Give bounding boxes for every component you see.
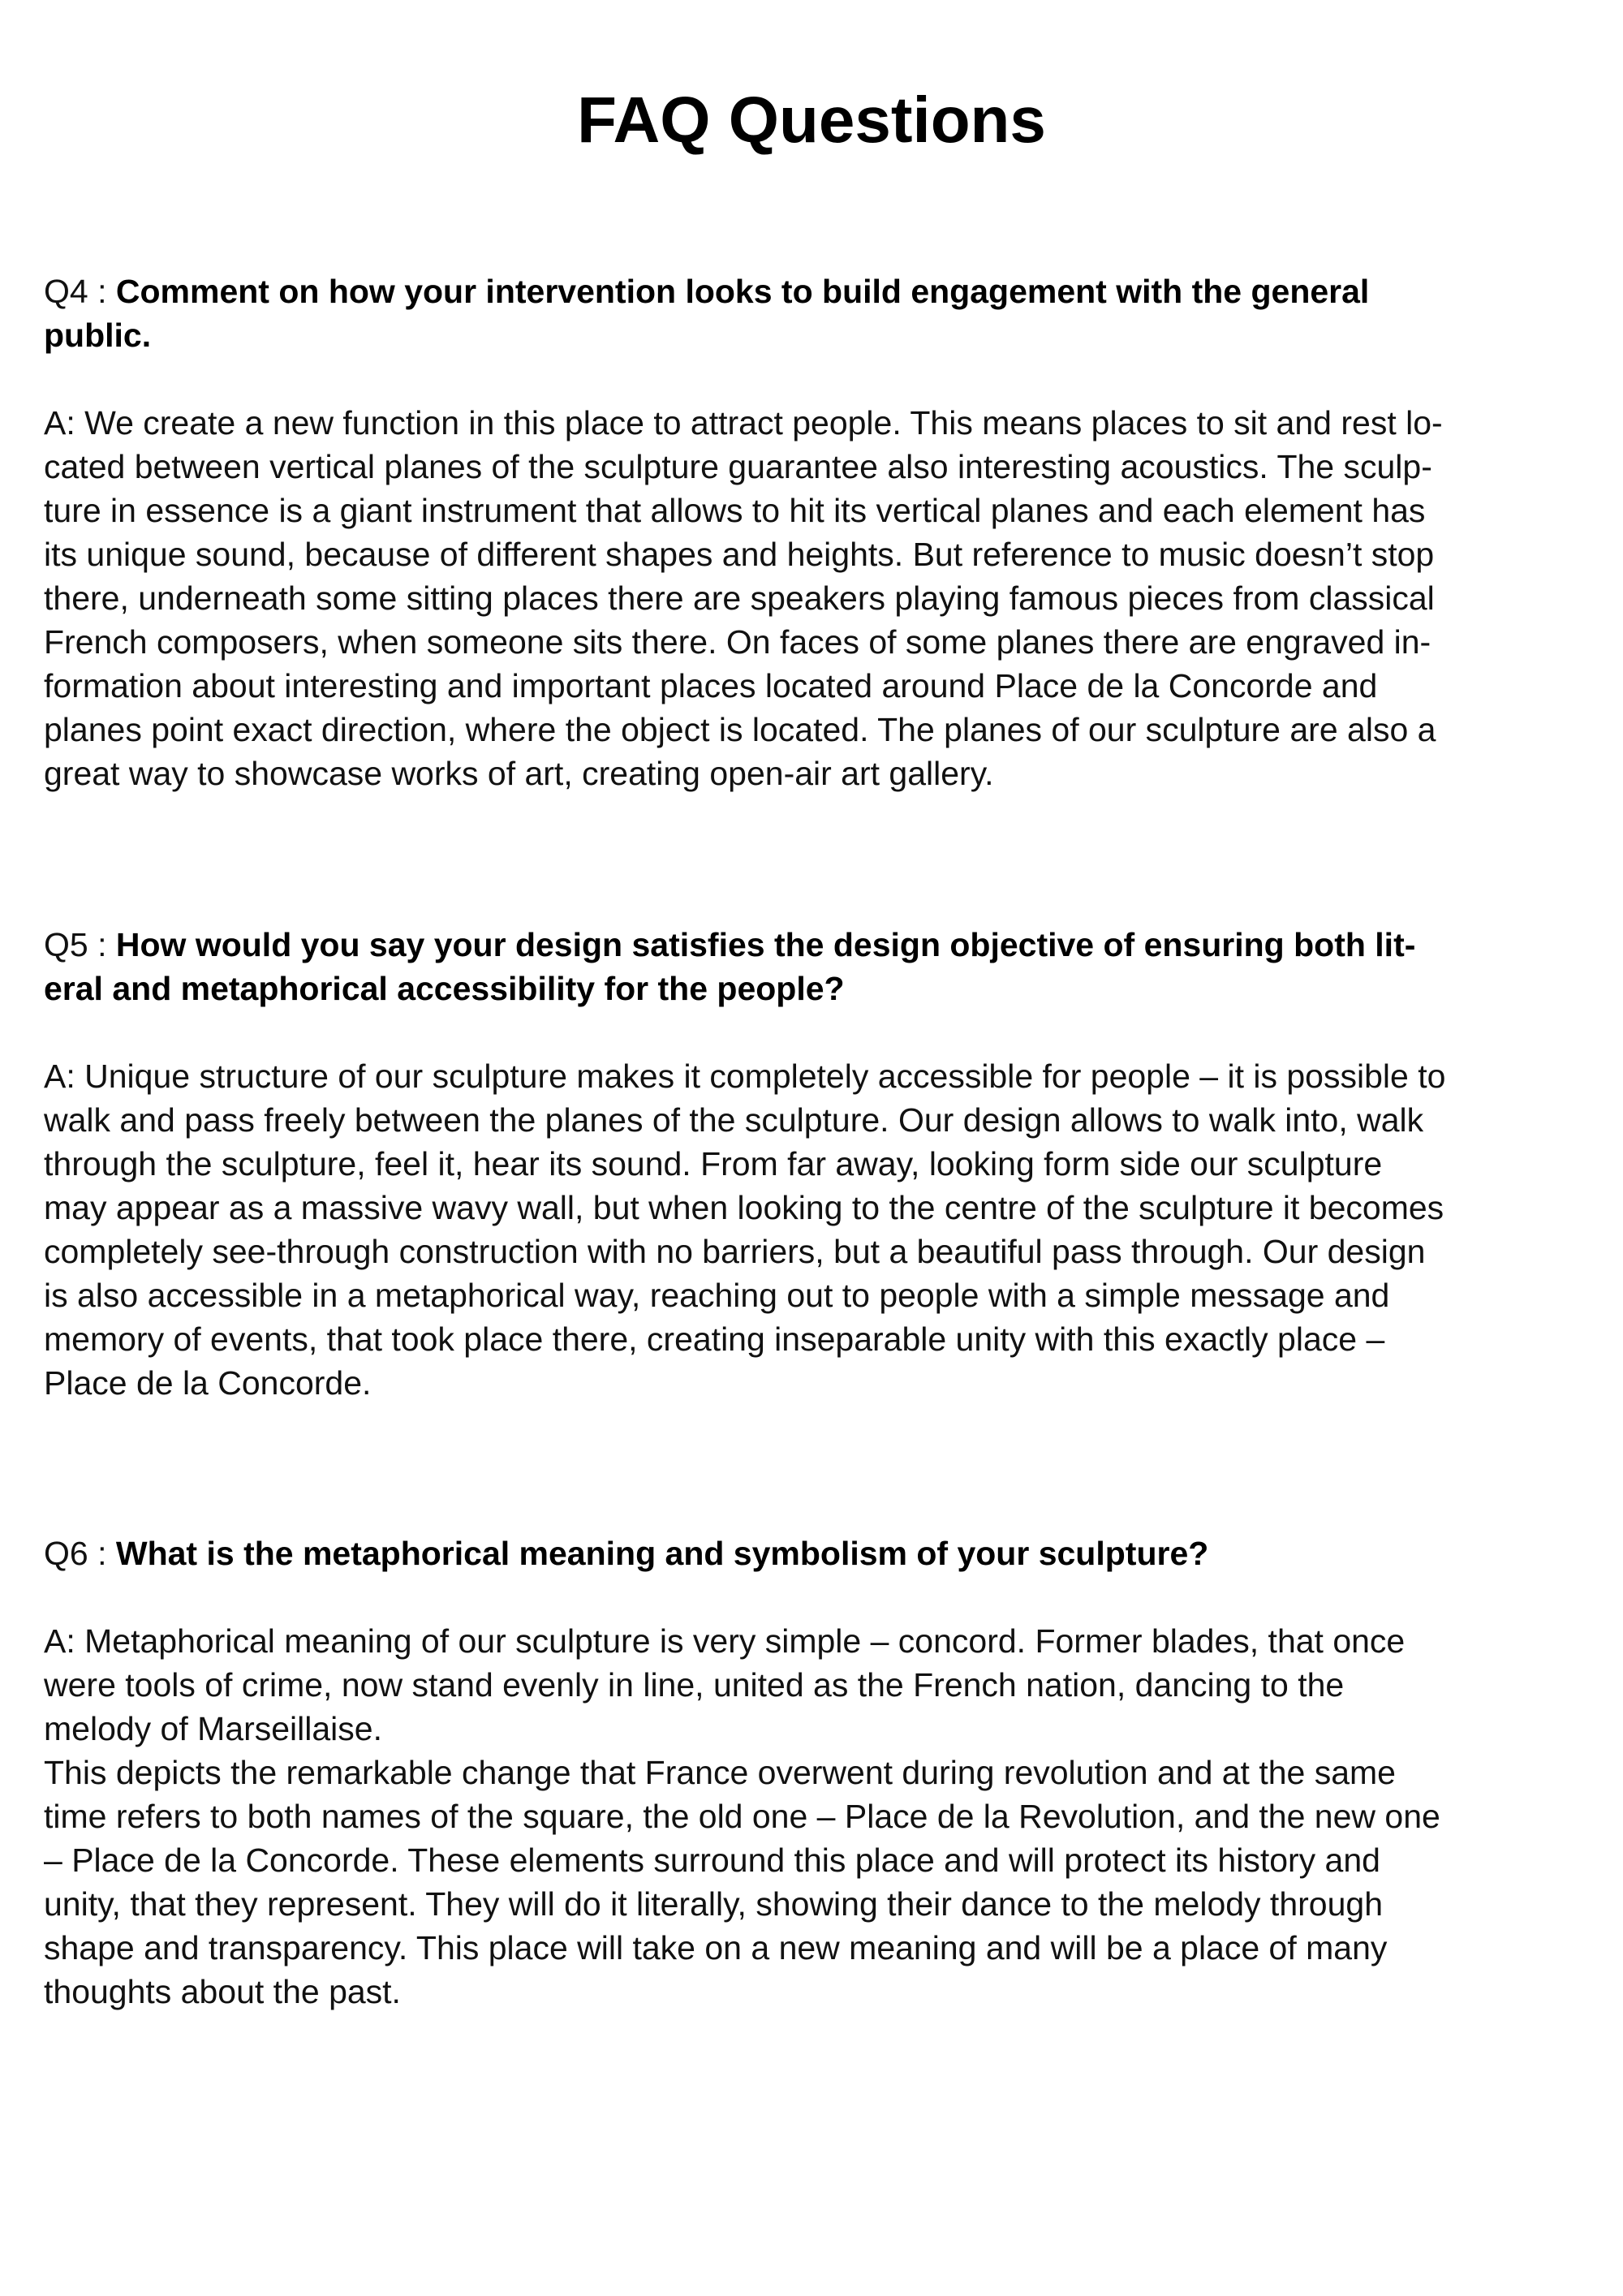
question-text: Comment on how your intervention looks to build engagement with the general public. [44,273,1370,354]
question-text: What is the metaphorical meaning and symbolism of your sculpture? [115,1535,1209,1572]
faq-question [44,923,1586,1010]
faq-item-q5 [44,923,1586,1405]
question-text: How would you say your design satisfies the design objective of ensuring both lit- eral and metaphorical accessibility for the people? [44,926,1416,1007]
page-title: FAQ Questions [577,84,1046,156]
faq-question [44,269,1586,357]
faq-answer: A: We create a new function in this place to attract people. This means places to sit and rest lo- cated between vertical planes of the sculpture guarantee also interesting acoustics. The sculp- ture in essence is a giant instrument that allows to hit its vertical planes and each element has its unique sound, because of different shapes and heights. But reference to music doesn’t stop there, underneath some sitting places there are speakers playing famous pieces from classical French composers, when someone sits there. On faces of some planes there are engraved in- formation about interesting and important places located around Place de la Concorde and planes point exact direction, where the object is located. The planes of our sculpture are also a great way to showcase works of art, creating open-air art gallery. [44,404,1443,792]
question-label: Q4 : [44,273,107,310]
faq-answer: A: Unique structure of our sculpture makes it completely accessible for people – it is possible to walk and pass freely between the planes of the sculpture. Our design allows to walk into, walk through the sculpture, feel it, hear its sound. From far away, looking form side our sculpture may appear as a massive wavy wall, but when looking to the centre of the sculpture it becomes completely see-through construction with no barriers, but a beautiful pass through. Our design is also accessible in a metaphorical way, reaching out to people with a simple message and memory of events, that took place there, creating inseparable unity with this exactly place – Place de la Concorde. [44,1058,1446,1402]
faq-answer: A: Metaphorical meaning of our sculpture is very simple – concord. Former blades, that once were tools of crime, now stand evenly in line, united as the French nation, dancing to the melody of Marseillaise. This depicts the remarkable change that France overwent during revolution and at the same time refers to both names of the square, the old one – Place de la Revolution, and the new one – Place de la Concorde. These elements surround this place and will protect its history and unity, that they represent. They will do it literally, showing their dance to the melody through shape and transparency. This place will take on a new meaning and will be a place of many thoughts about the past. [44,1622,1440,2010]
faq-item-q4 [44,269,1586,795]
faq-item-q6 [44,1531,1586,2014]
faq-question [44,1531,1586,1575]
question-label: Q5 : [44,926,107,963]
question-label: Q6 : [44,1535,107,1572]
